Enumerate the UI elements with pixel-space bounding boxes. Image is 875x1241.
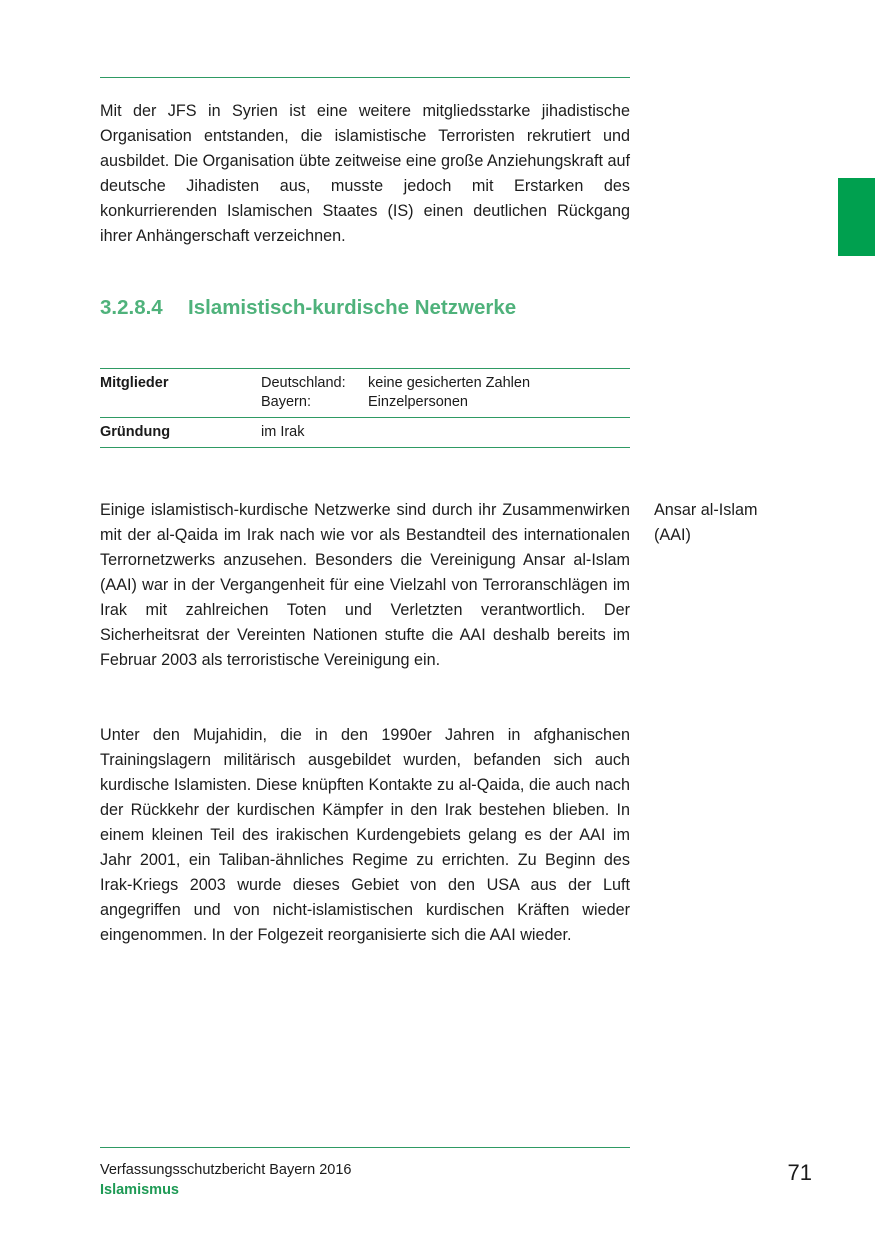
section-heading [100,296,516,320]
paragraph-jfs: Mit der JFS in Syrien ist eine weitere mitgliedsstarke jihadistische Organisation entstanden, die islamistische Terroristen rekrutiert und ausbildet. Die Organisation übte zeitweise eine große Anziehungskraft auf deutsche Jihadisten aus, musste jedoch mit Erstarken des konkurrierenden Islamischen Staates (IS) einen deutlichen Rückgang ihrer Anhängerschaft verzeichnen. [100,102,631,245]
margin-note-line: Ansar al-Islam [654,501,758,519]
paragraph-history: Unter den Mujahidin, die in den 1990er Jahren in afghanischen Trainingslagern militärisch ausgebildet wurden, befanden sich auch kurdische Islamisten. Diese knüpften Kontakte zu al-Qaida, die auch nach der Rückkehr der kurdischen Kämpfer in den Irak bestehen blieben. In einem kleinen Teil des irakischen Kurdengebiets gelang es der AAI im Jahr 2001, ein Taliban-ähnliches Regime zu errichten. Zu Beginn des Irak-Kriegs 2003 wurde dieses Gebiet von den USA aus der Luft angegriffen und von nicht-islamistischen kurdischen Kräften wieder eingenommen. In der Folgezeit reorganisierte sich die AAI wieder. [100,726,630,944]
member-count: keine gesicherten Zahlen [368,375,531,391]
margin-note [654,498,804,548]
chapter-tab-marker [838,178,875,256]
footer-section-name: Islamismus [100,1182,179,1198]
section-number: 3.2.8.4 [100,296,163,319]
member-count: Einzelpersonen [368,394,468,410]
section-title: Islamistisch-kurdische Netzwerke [188,296,517,319]
footer-divider [100,1147,630,1148]
fact-label-founding: Gründung [100,424,171,440]
member-region: Deutschland: [261,375,346,391]
member-row [261,393,630,412]
member-region: Bayern: [261,394,311,410]
fact-row-founding [100,418,630,448]
top-divider [100,77,630,78]
fact-value-founding: im Irak [261,424,305,440]
margin-note-line: (AAI) [654,526,691,544]
fact-value-members [261,374,630,412]
paragraph-networks: Einige islamistisch-kurdische Netzwerke sind durch ihr Zusammenwirken mit der al-Qaida im Irak nach wie vor als Bestandteil des internationalen Terrornetzwerks anzusehen. Besonders die Vereinigung Ansar al-Islam (AAI) war in der Vergangenheit für eine Vielzahl von Terroranschlägen im Irak mit zahlreichen Toten und Verletzten verantwortlich. Der Sicherheitsrat der Vereinten Nationen stufte die AAI deshalb bereits im Februar 2003 als terroristische Vereinigung ein. [100,501,630,669]
footer-publication-title: Verfassungsschutzbericht Bayern 2016 [100,1162,352,1178]
fact-label-members: Mitglieder [100,375,169,391]
member-row [261,374,630,393]
fact-row-members [100,368,630,418]
page-number: 71 [787,1160,812,1185]
fact-table [100,368,630,448]
